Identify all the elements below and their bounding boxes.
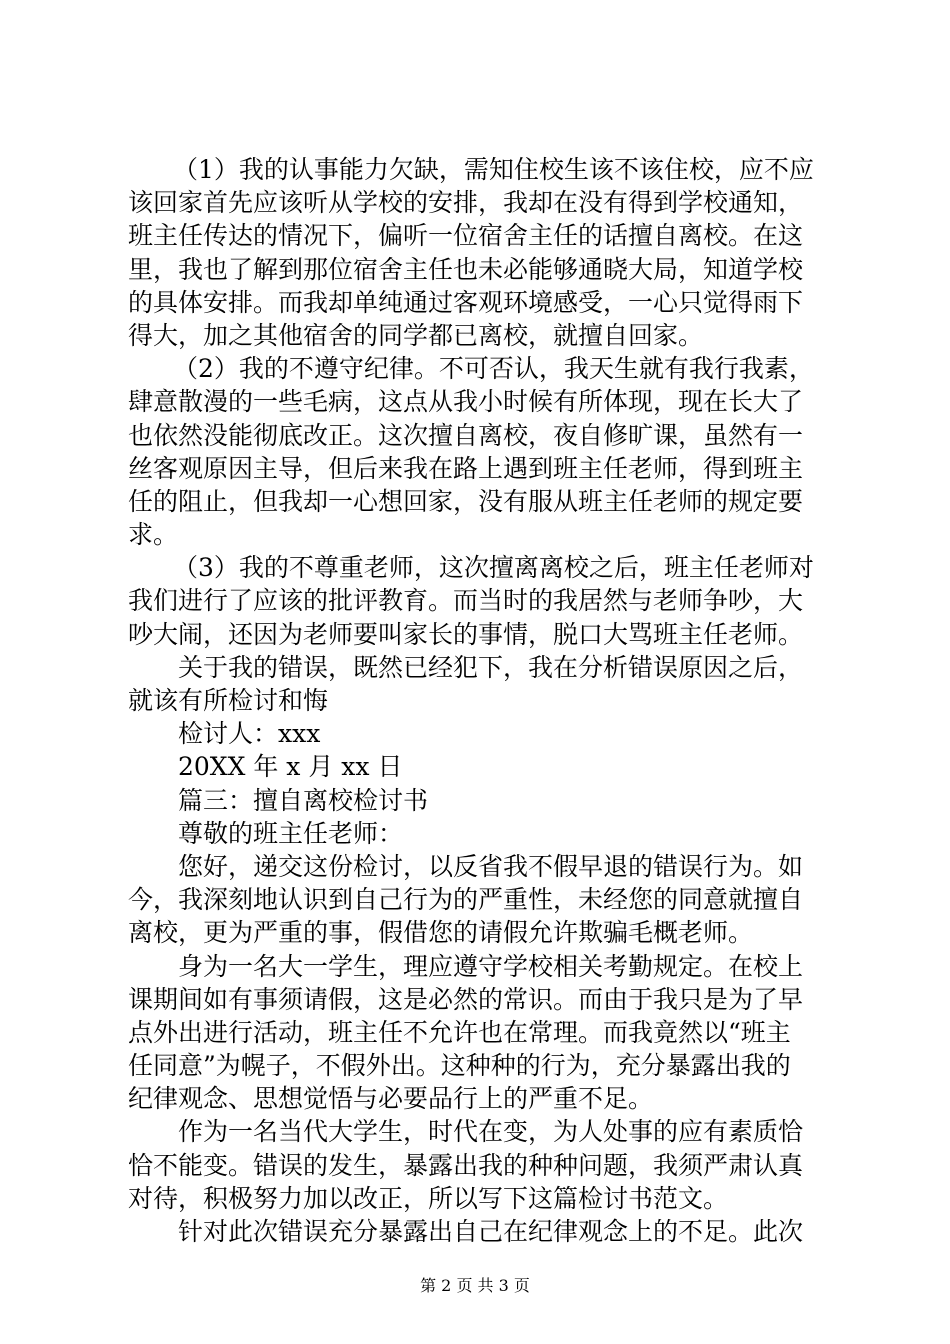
paragraph-line: 也依然没能彻底改正。这次擅自离校，夜自修旷课，虽然有一 xyxy=(128,420,804,450)
paragraph-line: （2）我的不遵守纪律。不可否认，我天生就有我行我素， xyxy=(173,354,814,384)
paragraph-line: 身为一名大一学生，理应遵守学校相关考勤规定。在校上 xyxy=(178,951,804,981)
paragraph-line: 任同意”为幌子，不假外出。这种种的行为，充分暴露出我的 xyxy=(128,1051,791,1081)
paragraph-line: 对待，积极努力加以改正，所以写下这篇检讨书范文。 xyxy=(128,1183,729,1213)
paragraph-line: 的具体安排。而我却单纯通过客观环境感受，一心只觉得雨下 xyxy=(128,287,804,317)
paragraph-line: 里，我也了解到那位宿舍主任也未必能够通晓大局，知道学校 xyxy=(128,254,804,284)
paragraph-line: 吵大闹，还因为老师要叫家长的事情，脱口大骂班主任老师。 xyxy=(128,619,804,649)
paragraph-line: 课期间如有事须请假，这是必然的常识。而由于我只是为了早 xyxy=(128,984,804,1014)
page-footer: 第 2 页 共 3 页 xyxy=(420,1276,530,1295)
paragraph-line: 纪律观念、思想觉悟与必要品行上的严重不足。 xyxy=(128,1084,654,1114)
paragraph-line: 我们进行了应该的批评教育。而当时的我居然与老师争吵，大 xyxy=(128,586,804,616)
paragraph-line: 今，我深刻地认识到自己行为的严重性，未经您的同意就擅自 xyxy=(128,885,804,915)
paragraph-line: 丝客观原因主导，但后来我在路上遇到班主任老师，得到班主 xyxy=(128,453,804,483)
paragraph-line: 关于我的错误，既然已经犯下，我在分析错误原因之后， xyxy=(178,652,804,682)
paragraph-line: 得大，加之其他宿舍的同学都已离校，就擅自回家。 xyxy=(128,320,704,350)
document-body xyxy=(128,153,830,1248)
paragraph-line: 求。 xyxy=(128,520,179,550)
salutation: 尊敬的班主任老师： xyxy=(178,818,404,848)
paragraph-line: （3）我的不尊重老师，这次擅离离校之后，班主任老师对 xyxy=(173,553,814,583)
paragraph-line: 肆意散漫的一些毛病，这点从我小时候有所体现，现在长大了 xyxy=(128,387,804,417)
paragraph-line: 就该有所检讨和悔 xyxy=(128,686,329,715)
paragraph-line: 针对此次错误充分暴露出自己在纪律观念上的不足。此次 xyxy=(178,1217,804,1246)
section-title: 篇三：擅自离校检讨书 xyxy=(178,785,429,815)
paragraph-line: 任的阻止，但我却一心想回家，没有服从班主任老师的规定要 xyxy=(128,486,804,516)
paragraph-line: 您好，递交这份检讨，以反省我不假早退的错误行为。如 xyxy=(178,851,804,881)
paragraph-line: 离校，更为严重的事，假借您的请假允许欺骗毛概老师。 xyxy=(128,918,754,948)
paragraph-line: 点外出进行活动，班主任不允许也在常理。而我竟然以“班主 xyxy=(128,1017,791,1047)
paragraph-line: 恰不能变。错误的发生，暴露出我的种种问题，我须严肃认真 xyxy=(128,1150,804,1180)
date-line: 20XX 年 x 月 xx 日 xyxy=(178,752,403,782)
paragraph-line: 作为一名当代大学生，时代在变，为人处事的应有素质恰 xyxy=(178,1117,804,1147)
paragraph-line: （1）我的认事能力欠缺，需知住校生该不该住校，应不应 xyxy=(173,155,814,184)
signature-line: 检讨人：xxx xyxy=(178,719,321,749)
paragraph-line: 该回家首先应该听从学校的安排，我却在没有得到学校通知， xyxy=(128,188,804,218)
paragraph-line: 班主任传达的情况下，偏听一位宿舍主任的话擅自离校。在这 xyxy=(128,221,804,251)
